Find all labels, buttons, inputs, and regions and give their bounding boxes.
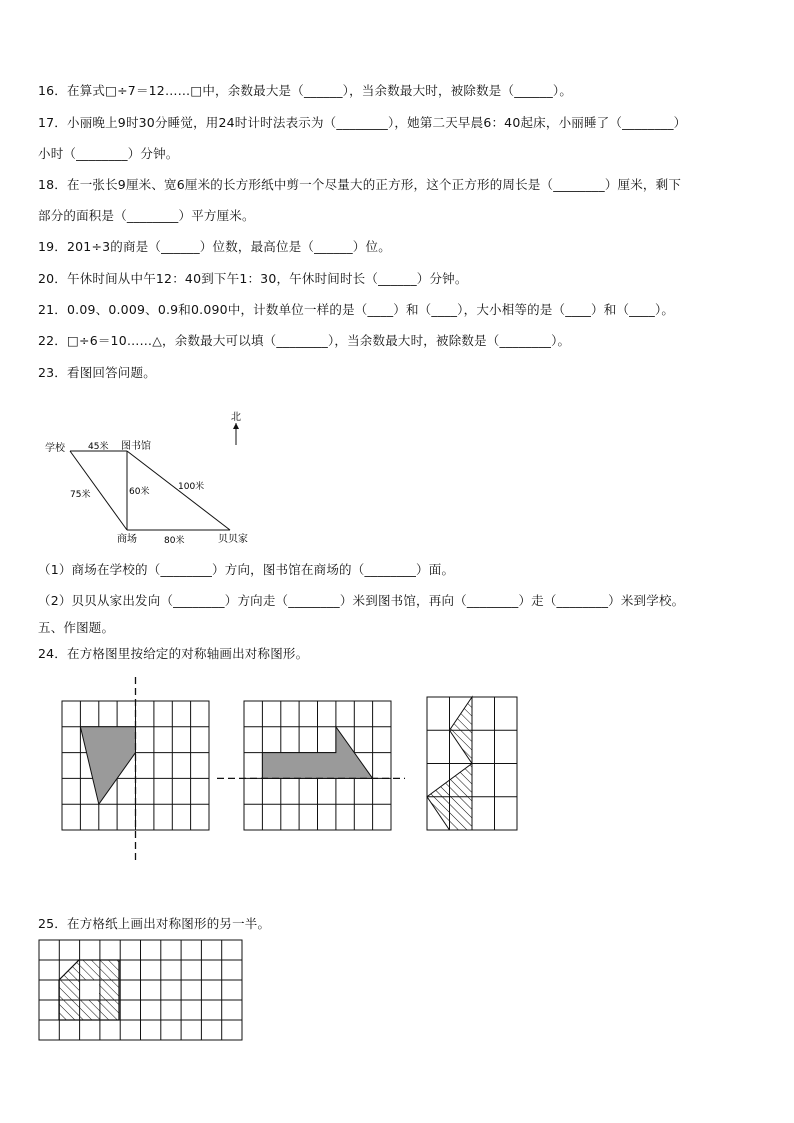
question-23-part1: （1）商场在学校的（________）方向，图书馆在商场的（________）面。 <box>38 562 455 577</box>
distance-school-mall: 75米 <box>70 490 91 500</box>
half-figure-grid <box>35 938 247 1046</box>
question-23-part2: （2）贝贝从家出发向（________）方向走（________）米到图书馆，再向（________）走（________）米到学校。 <box>38 593 685 608</box>
home-label: 贝贝家 <box>218 534 248 545</box>
question-17-line1: 17．小丽晚上9时30分睡觉，用24时计时法表示为（________），她第二天早晨6：40起床，小丽睡了（________） <box>38 115 687 130</box>
question-17-line2: 小时（________）分钟。 <box>38 146 179 161</box>
question-18-line2: 部分的面积是（________）平方厘米。 <box>38 208 255 223</box>
distance-library-home: 100米 <box>178 482 205 492</box>
question-21: 21．0.09、0.009、0.9和0.090中，计数单位一样的是（____）和（____），大小相等的是（____）和（____）。 <box>38 302 675 317</box>
question-23: 23．看图回答问题。 <box>38 365 156 380</box>
question-16: 16．在算式□÷7＝12……□中，余数最大是（______），当余数最大时，被除数是（______）。 <box>38 83 573 98</box>
question-25: 25．在方格纸上画出对称图形的另一半。 <box>38 916 271 931</box>
symmetry-grid-3 <box>420 690 530 835</box>
question-22: 22．□÷6＝10……△，余数最大可以填（________），当余数最大时，被除数是（________）。 <box>38 333 571 348</box>
mall-label: 商场 <box>117 534 137 545</box>
section-five-title: 五、作图题。 <box>38 620 115 635</box>
question-20: 20．午休时间从中午12：40到下午1：30，午休时间时长（______）分钟。 <box>38 271 468 286</box>
symmetry-grid-1 <box>60 675 215 865</box>
north-label: 北 <box>231 412 241 423</box>
question-18-line1: 18．在一张长9厘米、宽6厘米的长方形纸中剪一个尽量大的正方形，这个正方形的周长是（________）厘米，剩下 <box>38 177 682 192</box>
library-label: 图书馆 <box>121 441 151 452</box>
distance-library-mall: 60米 <box>129 487 150 497</box>
map-figure <box>40 405 290 550</box>
distance-mall-home: 80米 <box>164 536 185 546</box>
school-label: 学校 <box>45 443 65 454</box>
symmetry-grid-2 <box>215 675 410 845</box>
question-24: 24．在方格图里按给定的对称轴画出对称图形。 <box>38 646 309 661</box>
question-19: 19．201÷3的商是（______）位数，最高位是（______）位。 <box>38 239 391 254</box>
distance-school-library: 45米 <box>88 442 109 452</box>
